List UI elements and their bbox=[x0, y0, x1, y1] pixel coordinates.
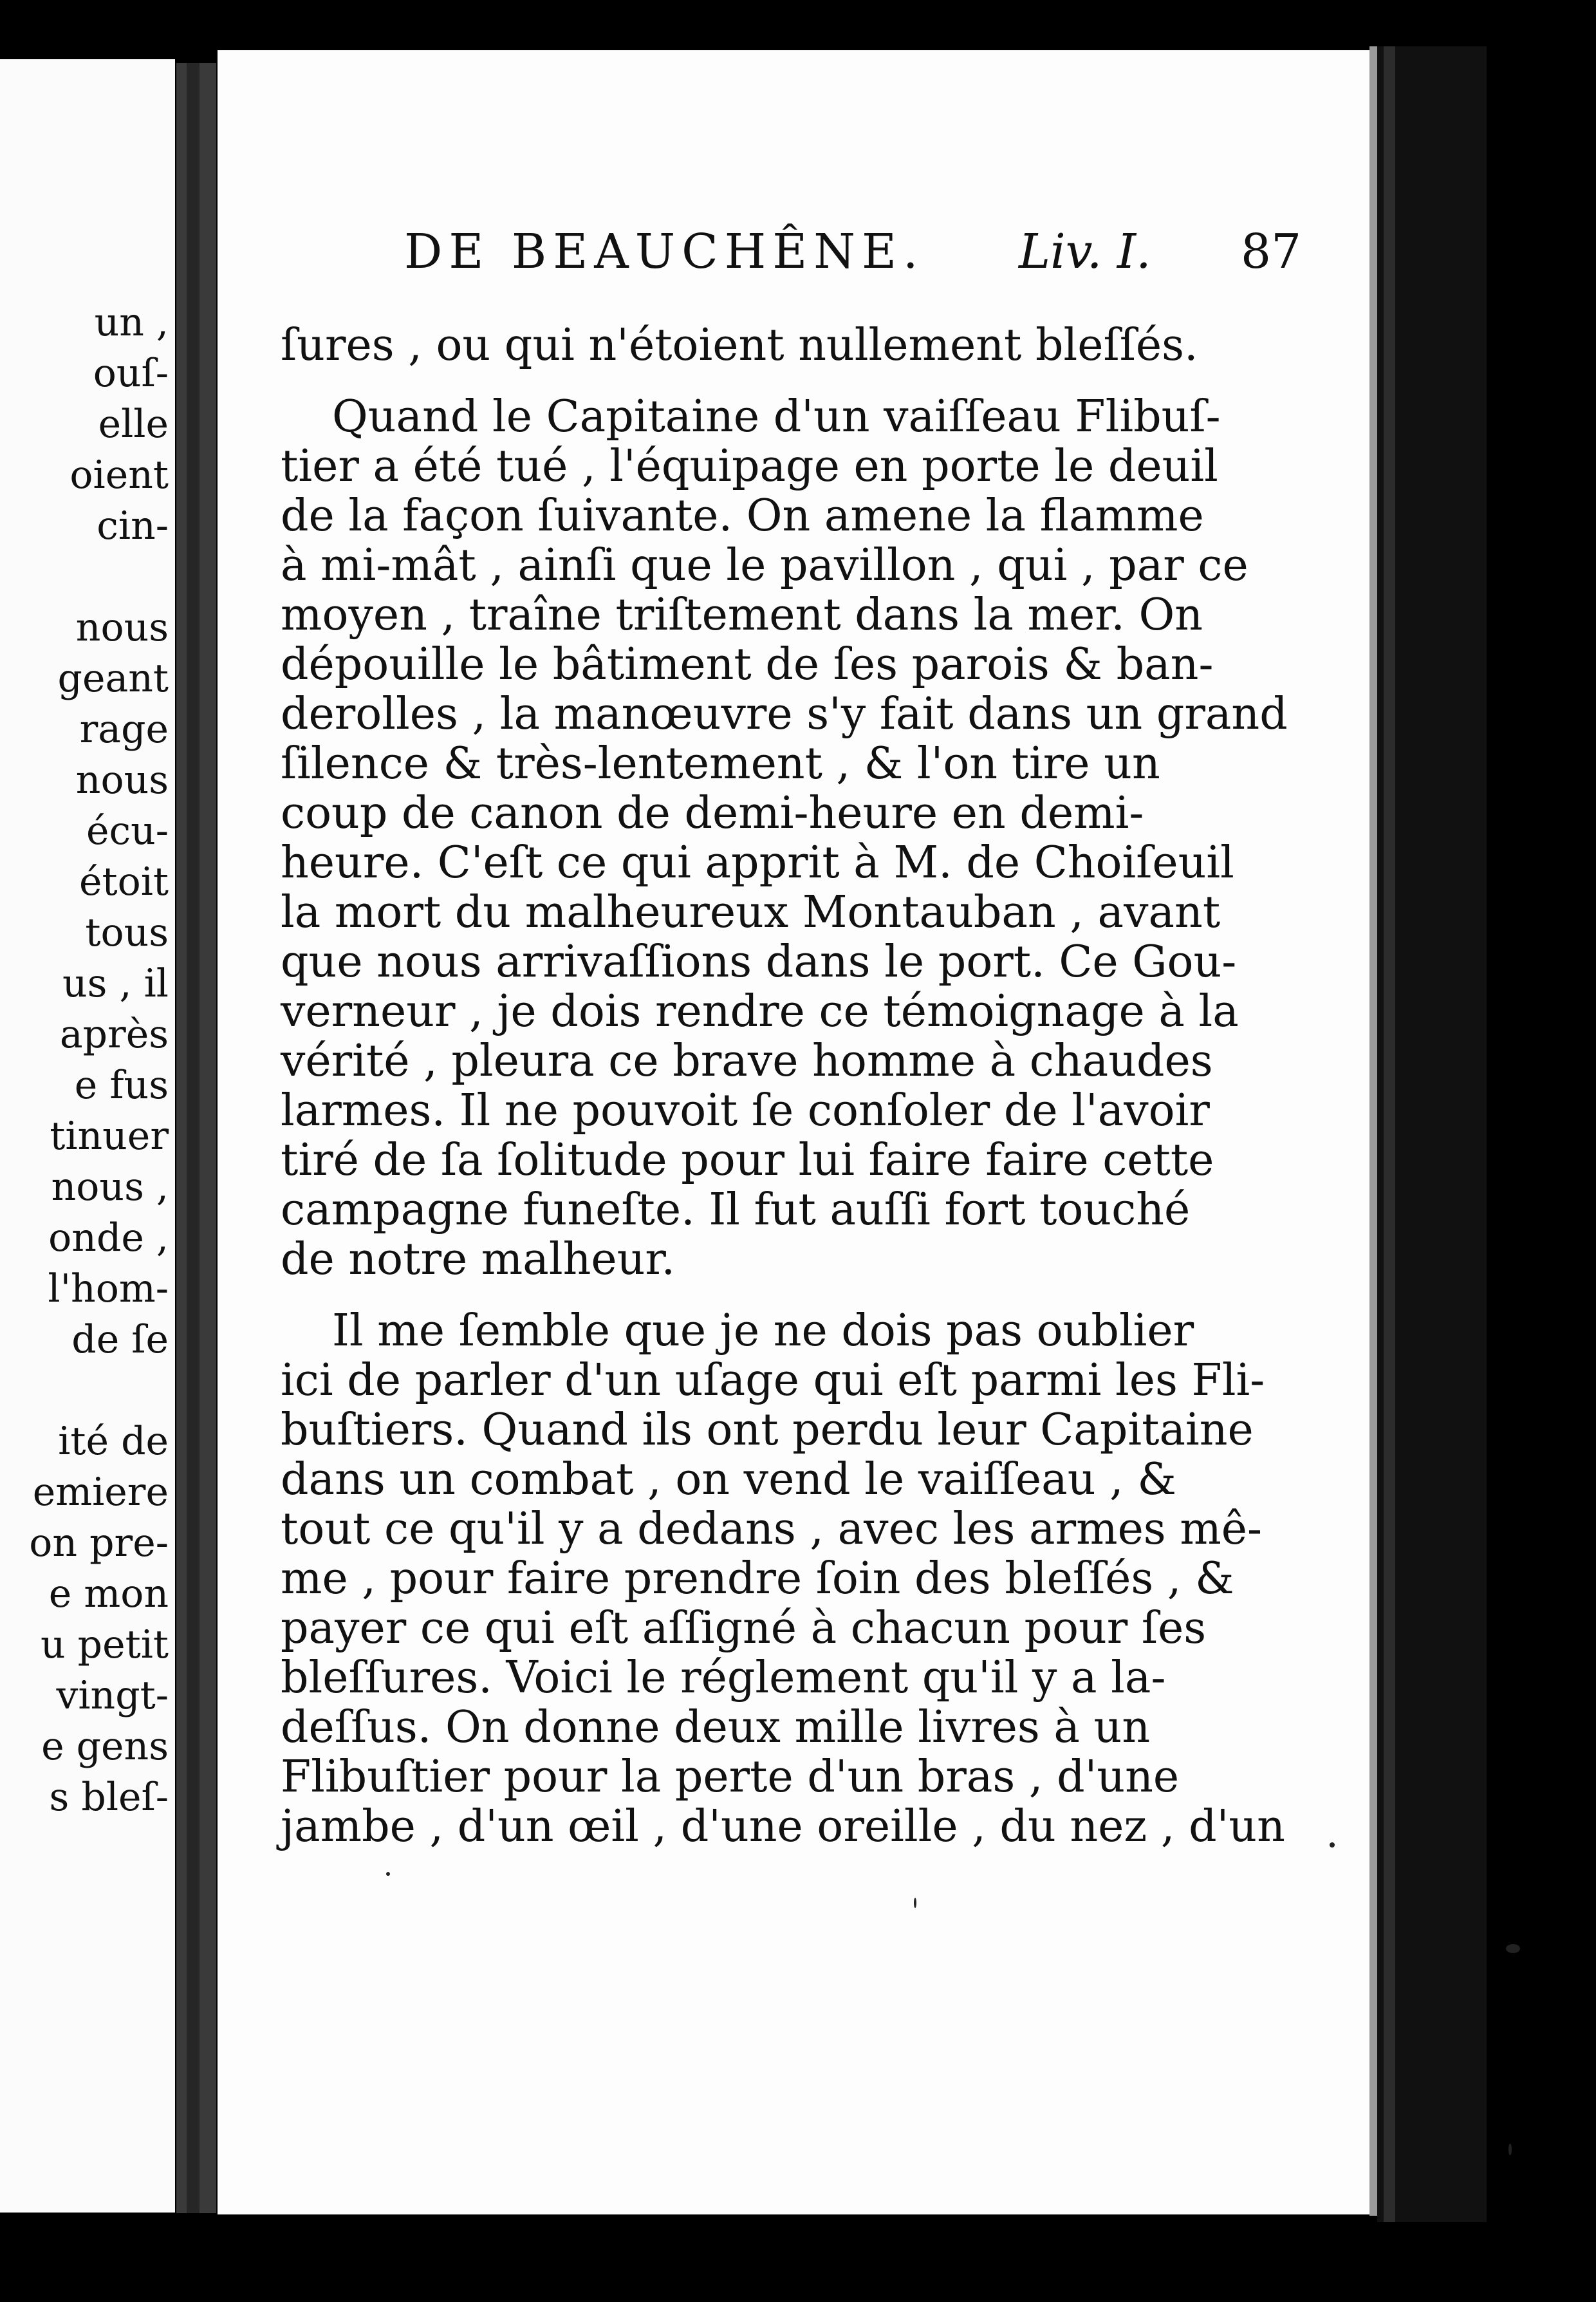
left-page-line: ité de bbox=[58, 1419, 169, 1464]
text-line: Flibuſtier pour la perte d'un bras , d'une bbox=[281, 1752, 1180, 1802]
text-line: Quand le Capitaine d'un vaiſſeau Flibuſ- bbox=[332, 391, 1221, 442]
left-page-line: geant bbox=[57, 656, 169, 701]
left-page-line: us , il bbox=[62, 961, 169, 1006]
text-line: heure. C'eſt ce qui apprit à M. de Choiſeuil bbox=[281, 838, 1234, 888]
text-line: dépouille le bâtiment de ſes parois & ban- bbox=[281, 639, 1214, 690]
text-line: à mi-mât , ainſi que le pavillon , qui , par ce bbox=[281, 540, 1248, 591]
left-page-line: tous bbox=[85, 910, 169, 955]
paragraph-gap bbox=[281, 1284, 1111, 1306]
left-page-line: tinuer bbox=[50, 1114, 169, 1159]
text-line: Il me ſemble que je ne dois pas oublier bbox=[332, 1305, 1194, 1356]
left-page-line: après bbox=[59, 1012, 169, 1057]
left-page-line: e gens bbox=[41, 1724, 169, 1769]
left-page-line: nous , bbox=[51, 1165, 169, 1210]
text-line: la mort du malheureux Montauban , avant bbox=[281, 887, 1221, 938]
running-header bbox=[404, 205, 1350, 295]
left-page-fragment bbox=[0, 59, 175, 2213]
ink-speck bbox=[386, 1872, 390, 1876]
text-line: ſilence & très-lentement , & l'on tire un bbox=[281, 738, 1160, 789]
ink-speck bbox=[914, 1898, 916, 1908]
text-line: de la façon ſuivante. On amene la flamme bbox=[281, 491, 1204, 541]
left-page-gap bbox=[0, 1365, 172, 1416]
left-page-line: un , bbox=[94, 300, 169, 345]
left-page-line: rage bbox=[79, 707, 169, 752]
text-line: ici de parler d'un uſage qui eſt parmi les Fli- bbox=[281, 1355, 1265, 1406]
left-page-line: emiere bbox=[32, 1470, 169, 1515]
left-page-line: étoit bbox=[79, 859, 169, 904]
left-page-line: ouſ- bbox=[93, 351, 169, 396]
left-page-line: u petit bbox=[40, 1622, 169, 1667]
left-page-line: vingt- bbox=[56, 1673, 169, 1718]
left-page-line: nous bbox=[75, 758, 169, 803]
text-line: tout ce qu'il y a dedans , avec les armes mê- bbox=[281, 1504, 1263, 1555]
text-line: derolles , la manœuvre s'y fait dans un grand bbox=[281, 689, 1288, 740]
left-page-line: s bleſ- bbox=[49, 1775, 169, 1820]
body-text bbox=[281, 320, 1288, 1852]
left-page-line: nous bbox=[75, 605, 169, 650]
text-line: me , pour faire prendre ſoin des bleſſés , & bbox=[281, 1553, 1234, 1604]
left-page-gap bbox=[0, 552, 172, 603]
text-line: de notre malheur. bbox=[281, 1234, 676, 1285]
text-line: deſſus. On donne deux mille livres à un bbox=[281, 1702, 1151, 1753]
text-line: que nous arrivaſſions dans le port. Ce Gou- bbox=[281, 937, 1237, 987]
chapter-label: Liv. I. bbox=[1019, 224, 1151, 279]
left-page-line: e mon bbox=[48, 1571, 169, 1616]
text-line: campagne funeſte. Il fut auſſi fort touché bbox=[281, 1184, 1191, 1235]
right-page bbox=[218, 50, 1369, 2214]
ink-speck bbox=[1506, 1944, 1520, 1953]
paragraph bbox=[281, 1305, 1285, 1852]
text-line: tiré de ſa ſolitude pour lui faire faire cette bbox=[281, 1135, 1214, 1186]
text-line: tier a été tué , l'équipage en porte le deuil bbox=[281, 441, 1218, 492]
left-page-text bbox=[0, 297, 172, 1823]
gutter-shadow bbox=[187, 63, 200, 2213]
left-page-line: écu- bbox=[86, 809, 169, 854]
text-line: larmes. Il ne pouvoit ſe conſoler de l'avoir bbox=[281, 1085, 1210, 1136]
left-page-line: onde , bbox=[48, 1215, 169, 1260]
text-line: jambe , d'un œil , d'une oreille , du nez , d'un bbox=[281, 1801, 1285, 1852]
text-line: dans un combat , on vend le vaiſſeau , & bbox=[281, 1454, 1176, 1505]
text-line: coup de canon de demi-heure en demi- bbox=[281, 788, 1144, 839]
left-page-line: e fus bbox=[74, 1063, 169, 1108]
left-page-line: l'hom- bbox=[48, 1266, 169, 1311]
ink-speck bbox=[1508, 2144, 1512, 2155]
page-number: 87 bbox=[1241, 224, 1302, 279]
text-line: payer ce qui eſt aſſigné à chacun pour ſes bbox=[281, 1603, 1207, 1654]
paragraph-gap bbox=[281, 370, 1111, 392]
text-line: vérité , pleura ce brave homme à chaudes bbox=[281, 1036, 1213, 1087]
text-line: moyen , traîne triſtement dans la mer. On bbox=[281, 590, 1203, 641]
left-page-line: on pre- bbox=[29, 1521, 169, 1566]
text-line: buſtiers. Quand ils ont perdu leur Capitaine bbox=[281, 1405, 1254, 1455]
paragraph bbox=[281, 391, 1288, 1285]
left-page-line: cin- bbox=[97, 503, 169, 548]
paragraph bbox=[281, 320, 1198, 371]
text-line: bleſſures. Voici le réglement qu'il y a la- bbox=[281, 1652, 1166, 1703]
running-title: DE BEAUCHÊNE. bbox=[404, 224, 925, 279]
ink-speck bbox=[1330, 1842, 1335, 1848]
text-line: ſures , ou qui n'étoient nullement bleſſés. bbox=[281, 320, 1198, 371]
left-page-line: de ſe bbox=[71, 1317, 169, 1362]
left-page-line: elle bbox=[98, 402, 169, 447]
page-edge-shadow bbox=[1369, 46, 1377, 2216]
left-page-line: oient bbox=[70, 453, 169, 498]
book-edge-highlight bbox=[1384, 46, 1395, 2222]
text-line: verneur , je dois rendre ce témoignage à la bbox=[281, 986, 1239, 1037]
